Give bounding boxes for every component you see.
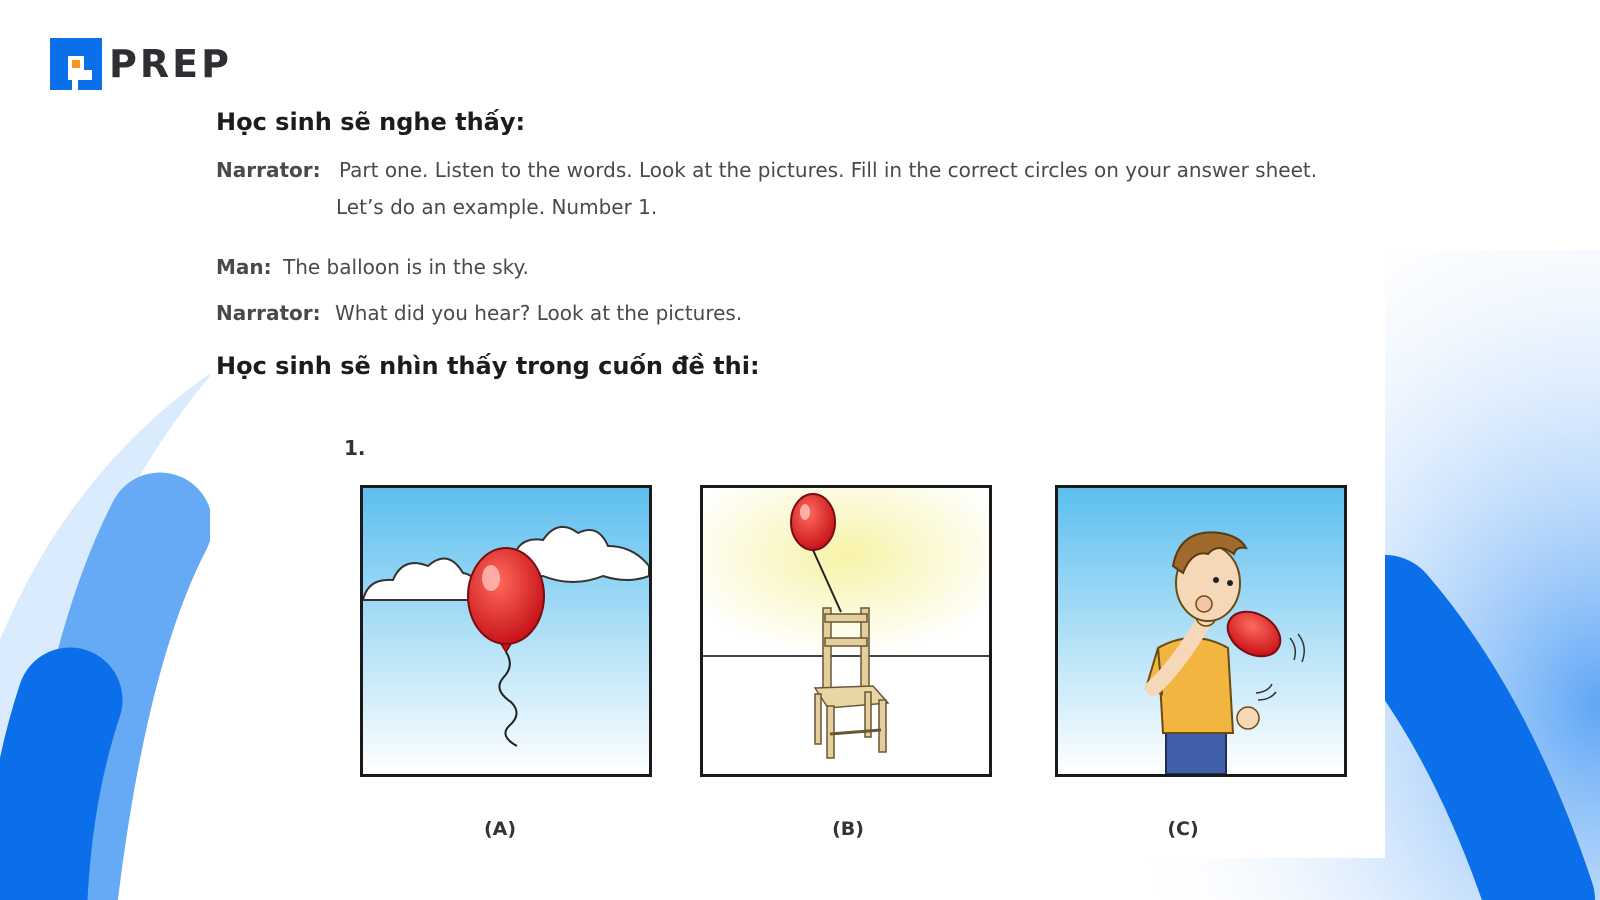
transcript-line-narrator-1 xyxy=(216,158,1317,182)
speaker-label: Man: xyxy=(216,255,272,279)
transcript-text: What did you hear? Look at the pictures. xyxy=(334,301,743,325)
prep-logo[interactable] xyxy=(50,38,232,90)
see-heading: Học sinh sẽ nhìn thấy trong cuốn đề thi: xyxy=(216,352,760,380)
transcript-line-man xyxy=(216,255,529,279)
transcript-text: Part one. Listen to the words. Look at the pictures. Fill in the correct circles on your answer sheet. xyxy=(338,158,1318,182)
transcript-line-continuation xyxy=(336,195,657,219)
prep-logo-icon xyxy=(50,38,102,90)
listen-heading: Học sinh sẽ nghe thấy: xyxy=(216,108,526,136)
transcript-text: Let’s do an example. Number 1. xyxy=(336,195,658,219)
option-a-picture xyxy=(360,485,652,777)
balloon-on-chair-picture xyxy=(703,488,989,774)
exam-document xyxy=(210,96,1385,858)
transcript-text: The balloon is in the sky. xyxy=(283,255,529,279)
option-a-label: (A) xyxy=(483,818,517,840)
speaker-label: Narrator: xyxy=(216,158,321,182)
option-c-picture xyxy=(1055,485,1347,777)
speaker-label: Narrator: xyxy=(216,301,321,325)
option-c-label: (C) xyxy=(1167,818,1199,840)
option-b-label: (B) xyxy=(832,818,864,840)
brand-name: PREP xyxy=(109,42,232,86)
option-b-picture xyxy=(700,485,992,777)
boy-blowing-balloon-picture xyxy=(1058,488,1344,774)
transcript-line-narrator-2 xyxy=(216,301,742,325)
question-number: 1. xyxy=(344,436,366,460)
balloon-in-sky-picture xyxy=(363,488,649,774)
